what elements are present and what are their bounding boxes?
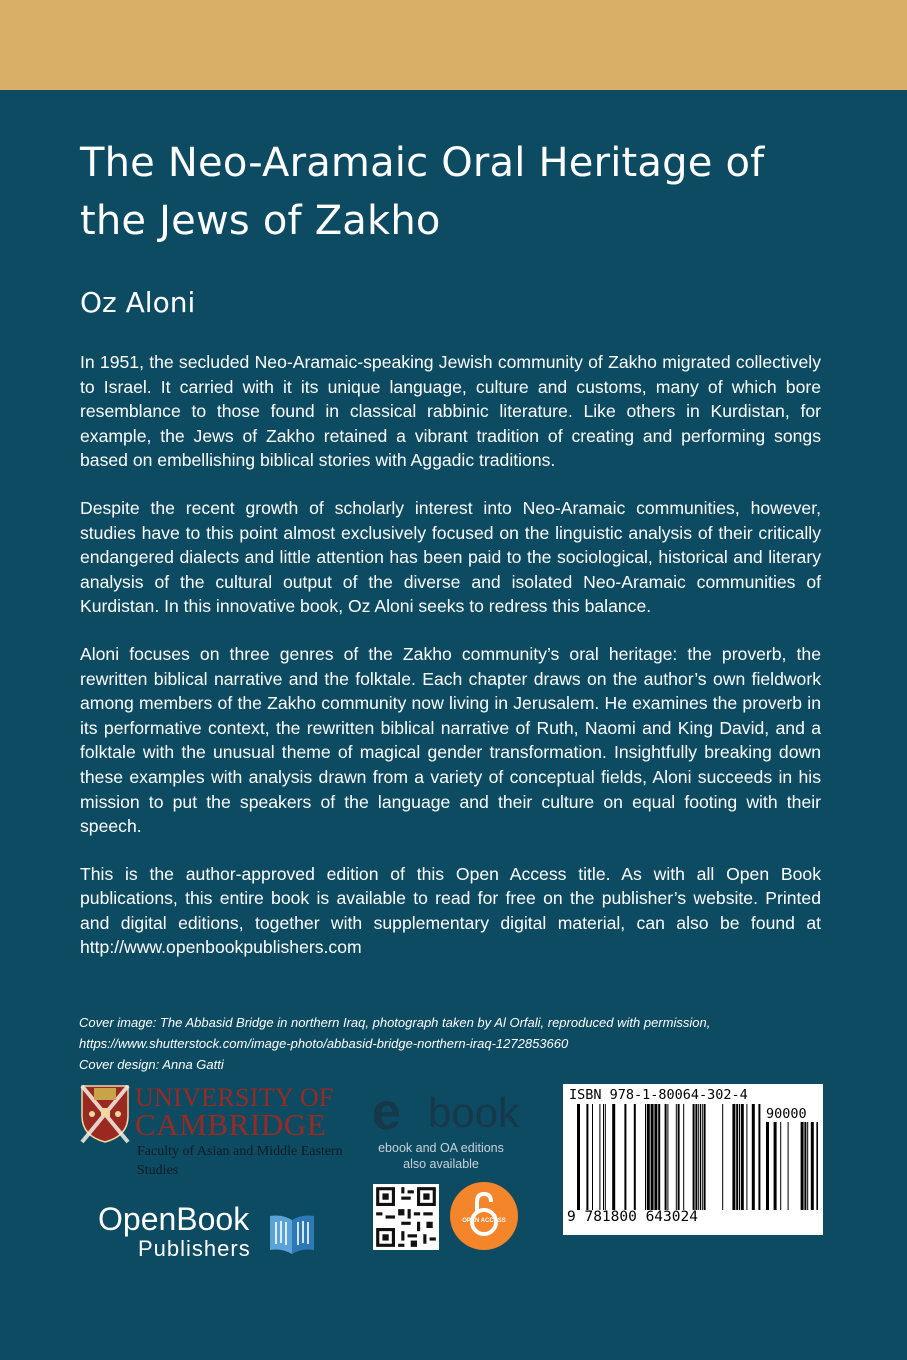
barcode-bar [654,1104,657,1210]
cambridge-shield-icon [80,1084,130,1144]
isbn-text: ISBN 978-1-80064-302-4 [569,1087,748,1103]
barcode-bar [804,1122,806,1210]
barcode-bar [816,1122,818,1210]
cover-credits [79,1012,839,1075]
barcode-bars-icon [577,1104,763,1210]
cambridge-wordmark: CAMBRIDGE [135,1107,327,1142]
credit-design: Cover design: Anna Gatti [79,1057,224,1072]
blurb-paragraph-4: This is the author-approved edition of this Open Access title. As with all Open Book publications, this entire book is available to read for free on the publisher’s website. Printed and digital editions, together with supplementary digital material, can also be found at http://www.openbookpublishers.com [80,863,821,958]
barcode-bar [700,1104,701,1210]
barcode-bar [577,1104,580,1210]
cambridge-faculty: Faculty of Asian and Middle Eastern Studies [137,1144,343,1178]
openbook-name: OpenBook [98,1201,250,1237]
barcode-bar [807,1122,808,1210]
barcode-bar [801,1122,804,1210]
barcode-bar [732,1104,735,1210]
author-name: Oz Aloni [80,286,196,319]
barcode-bar [665,1104,667,1210]
ebook-block [366,1083,526,1262]
barcode-bar [683,1104,684,1210]
barcode-bar [752,1104,755,1210]
barcode-bar [634,1104,636,1210]
barcode-bar [704,1104,706,1210]
barcode-bar [693,1104,695,1210]
barcode-bar [788,1122,789,1210]
barcode-bar [722,1104,723,1210]
openbook-logo [98,1200,328,1270]
barcode-bar [599,1104,600,1210]
barcode-number: 9 781800 643024 [567,1209,698,1225]
barcode-bar [603,1104,604,1210]
barcode-addon-bars-icon [766,1122,818,1210]
barcode-bar [612,1104,615,1210]
barcode-bar [586,1104,588,1210]
barcode-bar [766,1122,769,1210]
barcode-price-code: 90000 [766,1106,807,1122]
open-access-label: OPEN ACCESS [462,1218,506,1224]
blurb-text [80,350,821,983]
barcode-bar [758,1104,760,1210]
isbn-barcode [563,1084,823,1235]
barcode-bar [605,1104,606,1210]
open-book-icon [268,1210,316,1256]
title-line-2: the Jews of Zakho [80,198,441,244]
book-title [80,134,840,250]
ebook-e-letter: e [372,1083,401,1141]
barcode-bar [658,1104,660,1210]
credit-image: Cover image: The Abbasid Bridge in northern Iraq, photograph taken by Al Orfali, reproduced with permission, [79,1015,711,1030]
barcode-bar [647,1104,650,1210]
barcode-bar [736,1104,738,1210]
barcode-bar [811,1122,814,1210]
barcode-bar [645,1104,646,1210]
blurb-paragraph-2: Despite the recent growth of scholarly interest into Neo-Aramaic communities, however, studies have to this point almost exclusively focused on the linguistic analysis of their critically endangered dialects and little attention has been paid to the sociological, historical and literary analysis of the cultural output of the diverse and isolated Neo-Aramaic communities of Kurdistan. In this innovative book, Oz Aloni seeks to redress this balance. [80,497,821,617]
barcode-bar [592,1104,593,1210]
open-lock-icon [450,1182,518,1250]
barcode-bar [676,1104,677,1210]
blurb-paragraph-1: In 1951, the secluded Neo-Aramaic-speaking Jewish community of Zakho migrated collectively to Israel. It carried with it its unique language, culture and customs, many of which bore resemblance to those found in classical rabbinic literature. Like others in Kurdistan, for example, the Jews of Zakho retained a vibrant tradition of creating and performing songs based on embellishing biblical stories with Aggadic traditions. [80,352,821,471]
barcode-bar [667,1104,668,1210]
blurb-paragraph-3: Aloni focuses on three genres of the Zakho community’s oral heritage: the proverb, the rewritten biblical narrative and the folktale. Each chapter draws on the author’s own fieldwork among members of the Zakho community now living in Jerusalem. He examines the proverb in its performative context, the rewritten biblical narrative of Ruth, Naomi and King David, and a folktale with the unusual theme of magical gender transformation. Insightfully breaking down these examples with analysis drawn from a variety of conceptual fields, Aloni succeeds in his mission to put the speakers of the language and their culture on equal footing with their speech. [80,643,821,837]
barcode-bar [624,1104,626,1210]
credit-url: https://www.shutterstock.com/image-photo/abbasid-bridge-northern-iraq-1272853660 [79,1036,569,1051]
barcode-bar [774,1122,777,1210]
ebook-word: book [428,1089,520,1136]
barcode-bar [678,1104,680,1210]
barcode-bar [739,1104,740,1210]
ebook-availability-note: ebook and OA editions also available [378,1141,504,1171]
open-access-badge [450,1182,518,1250]
cambridge-university-of: UNIVERSITY OF [135,1083,334,1112]
barcode-bar [698,1104,699,1210]
barcode-bar [695,1104,697,1210]
barcode-bar [780,1122,781,1210]
title-line-1: The Neo-Aramaic Oral Heritage of [80,140,765,186]
cambridge-logo [80,1084,350,1184]
openbook-publishers: Publishers [138,1236,251,1261]
barcode-bar [651,1104,654,1210]
barcode-bar [746,1104,747,1210]
qr-code-icon [373,1184,439,1250]
top-color-band [0,0,907,90]
barcode-bar [741,1104,744,1210]
barcode-bar [702,1104,703,1210]
